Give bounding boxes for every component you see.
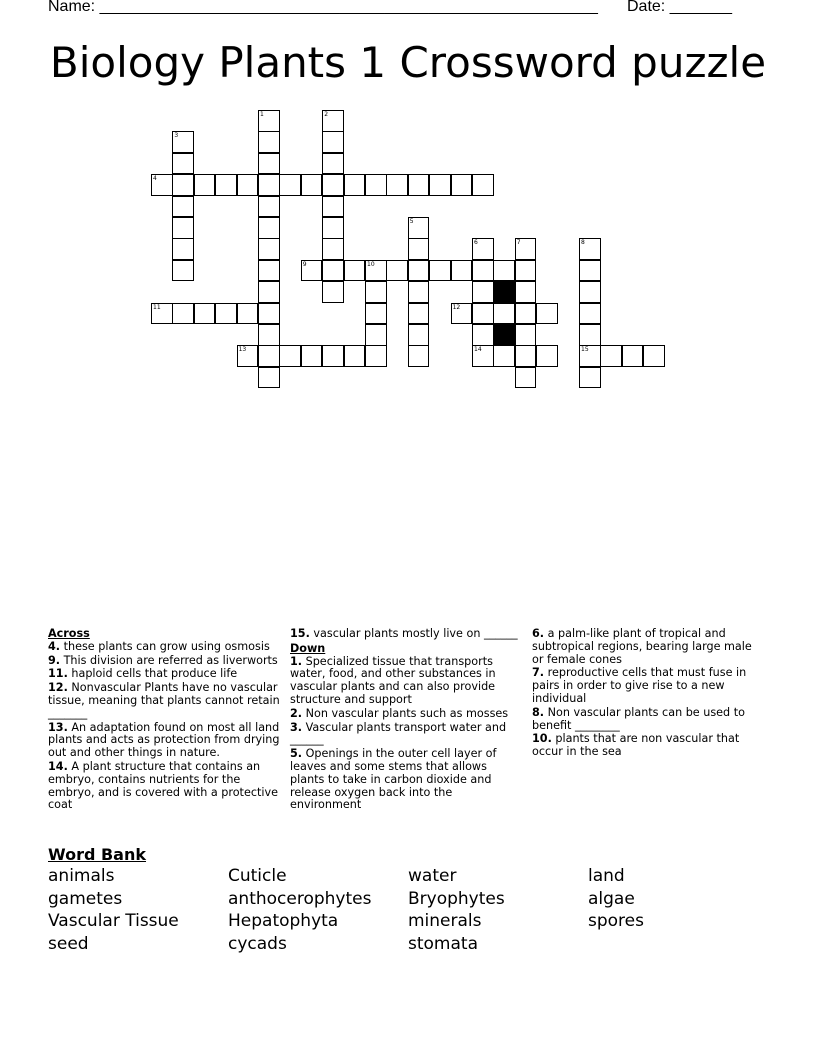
crossword-cell[interactable] [408, 260, 430, 282]
crossword-cell[interactable] [515, 367, 537, 389]
word-bank-word: Bryophytes [408, 888, 505, 909]
crossword-cell[interactable] [472, 281, 494, 303]
crossword-cell[interactable] [258, 367, 280, 389]
crossword-cell[interactable] [322, 345, 344, 367]
crossword-cell[interactable] [579, 345, 601, 367]
crossword-cell[interactable] [215, 303, 237, 325]
crossword-cell[interactable] [258, 238, 280, 260]
crossword-cell[interactable] [408, 238, 430, 260]
crossword-cell[interactable] [472, 238, 494, 260]
crossword-cell[interactable] [451, 174, 473, 196]
black-cell [493, 324, 515, 346]
crossword-cell[interactable] [237, 174, 259, 196]
clue-down-2: 2. Non vascular plants such as mosses [290, 706, 509, 720]
crossword-cell[interactable] [429, 174, 451, 196]
crossword-cell[interactable] [279, 345, 301, 367]
crossword-cell[interactable] [322, 217, 344, 239]
crossword-cell[interactable] [515, 324, 537, 346]
word-bank-word: Cuticle [228, 866, 287, 886]
crossword-cell[interactable] [322, 281, 344, 303]
clue-number: 1 [260, 111, 264, 118]
clue-down-3: 3. Vascular plants transport water and ______ [290, 720, 507, 747]
crossword-cell[interactable] [643, 345, 665, 367]
clue-number: 6 [474, 239, 478, 247]
across-heading: Across [48, 627, 90, 640]
clue-across-12: 12. Nonvascular Plants have no vascular tissue, meaning that plants cannot retain _______ [48, 681, 280, 720]
crossword-cell[interactable] [151, 174, 173, 196]
clue-number: 9 [302, 260, 307, 268]
page-title: Biology Plants 1 Crossword puzzle [49, 38, 767, 87]
crossword-cell[interactable] [493, 303, 515, 325]
crossword-cell[interactable] [579, 367, 601, 389]
crossword-cell[interactable] [451, 260, 473, 282]
crossword-cell[interactable] [365, 281, 387, 303]
crossword-cell[interactable] [322, 131, 344, 153]
crossword-cell[interactable] [172, 153, 194, 175]
clues-column-1 [48, 628, 280, 813]
crossword-cell[interactable] [579, 324, 601, 346]
crossword-cell[interactable] [536, 345, 558, 367]
crossword-cell[interactable] [322, 260, 344, 282]
crossword-cell[interactable] [237, 345, 259, 367]
clue-down-7: 7. reproductive cells that must fuse in pairs in order to give rise to a new individual [532, 666, 747, 705]
crossword-cell[interactable] [600, 345, 622, 367]
crossword-cell[interactable] [172, 196, 194, 218]
clue-across-11: 11. haploid cells that produce life [48, 667, 238, 681]
crossword-cell[interactable] [515, 345, 537, 367]
crossword-cell[interactable] [365, 303, 387, 325]
crossword-cell[interactable] [194, 174, 216, 196]
crossword-cell[interactable] [258, 281, 280, 303]
crossword-cell[interactable] [429, 260, 451, 282]
crossword-cell[interactable] [258, 303, 280, 325]
clue-number: 5 [409, 218, 414, 225]
crossword-cell[interactable] [408, 324, 430, 346]
crossword-cell[interactable] [301, 345, 323, 367]
crossword-cell[interactable] [258, 217, 280, 239]
crossword-cell[interactable] [365, 260, 387, 282]
crossword-cell[interactable] [172, 238, 194, 260]
crossword-cell[interactable] [515, 238, 537, 260]
word-bank-word: stomata [408, 934, 478, 955]
crossword-cell[interactable] [365, 174, 387, 196]
clue-down-10: 10. plants that are non vascular that occur in the sea [532, 732, 740, 759]
clues-column-3 [532, 628, 764, 760]
clue-number: 11 [153, 303, 161, 311]
crossword-cell[interactable] [301, 260, 323, 282]
crossword-cell[interactable] [301, 174, 323, 196]
crossword-cell[interactable] [172, 174, 194, 196]
clue-down-5: 5. Openings in the outer cell layer of leaves and some stems that allows plants to take in carbon dioxide and release oxygen back into the environment [290, 747, 497, 812]
clue-number: 15 [581, 346, 589, 354]
crossword-cell[interactable] [472, 260, 494, 282]
word-bank-word: spores [588, 911, 644, 932]
clue-number: 12 [452, 303, 461, 311]
crossword-cell[interactable] [408, 217, 430, 239]
crossword-cell[interactable] [258, 260, 280, 282]
clue-across-4: 4. these plants can grow using osmosis [48, 639, 270, 653]
crossword-cell[interactable] [472, 174, 494, 196]
crossword-cell[interactable] [258, 131, 280, 153]
clue-down-1: 1. Specialized tissue that transports water, food, and other substances in vascular plants and can also provide structure and support [290, 654, 496, 706]
crossword-cell[interactable] [258, 153, 280, 175]
crossword-cell[interactable] [365, 345, 387, 367]
crossword-cell[interactable] [322, 110, 344, 132]
crossword-cell[interactable] [279, 174, 301, 196]
clue-across-9: 9. This division are referred as liverworts [48, 653, 278, 667]
crossword-cell[interactable] [172, 131, 194, 153]
crossword-cell[interactable] [579, 238, 601, 260]
crossword-cell[interactable] [386, 260, 408, 282]
black-cell [493, 281, 515, 303]
crossword-cell[interactable] [237, 303, 259, 325]
clue-number: 14 [474, 346, 482, 354]
word-bank-word: land [588, 866, 625, 886]
crossword-cell[interactable] [151, 303, 173, 325]
crossword-cell[interactable] [344, 345, 366, 367]
crossword-cell[interactable] [258, 196, 280, 218]
crossword-cell[interactable] [579, 281, 601, 303]
crossword-cell[interactable] [322, 174, 344, 196]
clue-down-6: 6. a palm-like plant of tropical and subtropical regions, bearing large male or female cones [532, 627, 752, 666]
word-bank-word: Vascular Tissue [48, 911, 179, 932]
crossword-cell[interactable] [365, 324, 387, 346]
date-field-label: Date: _______ [627, 0, 732, 15]
crossword-cell[interactable] [408, 303, 430, 325]
crossword-cell[interactable] [344, 174, 366, 196]
word-bank-word: Hepatophyta [228, 911, 339, 932]
crossword-cell[interactable] [515, 260, 537, 282]
name-field-label: Name: ________________________________________________________ [48, 0, 598, 15]
crossword-cell[interactable] [215, 174, 237, 196]
crossword-cell[interactable] [258, 324, 280, 346]
clue-number: 10 [367, 260, 375, 268]
crossword-cell[interactable] [515, 303, 537, 325]
crossword-cell[interactable] [493, 260, 515, 282]
crossword-cell[interactable] [472, 345, 494, 367]
crossword-cell[interactable] [408, 281, 430, 303]
word-bank-word: gametes [48, 888, 123, 909]
crossword-cell[interactable] [408, 345, 430, 367]
clue-down-8: 8. Non vascular plants can be used to benefit ________ [532, 705, 745, 732]
clue-number: 13 [238, 346, 247, 354]
crossword-cell[interactable] [258, 345, 280, 367]
crossword-cell[interactable] [408, 174, 430, 196]
crossword-cell[interactable] [322, 153, 344, 175]
crossword-cell[interactable] [451, 303, 473, 325]
crossword-cell[interactable] [258, 110, 280, 132]
word-bank-word: cycads [228, 934, 287, 955]
clue-across-13: 13. An adaptation found on most all land plants and acts as protection from drying out and other things in nature. [48, 720, 280, 760]
word-bank-title: Word Bank [48, 845, 147, 864]
clue-number: 2 [324, 111, 329, 118]
clue-across-15: 15. vascular plants mostly live on ______ [290, 627, 518, 640]
clue-number: 3 [174, 132, 179, 140]
down-heading: Down [290, 641, 326, 655]
crossword-cell[interactable] [172, 260, 194, 282]
crossword-grid [0, 0, 816, 420]
word-bank-word: seed [48, 934, 89, 955]
crossword-cell[interactable] [172, 217, 194, 239]
crossword-cell[interactable] [579, 303, 601, 325]
word-bank-word: algae [588, 888, 635, 909]
crossword-cell[interactable] [622, 345, 644, 367]
crossword-cell[interactable] [579, 260, 601, 282]
crossword-cell[interactable] [258, 174, 280, 196]
crossword-cell[interactable] [386, 174, 408, 196]
word-bank-word: anthocerophytes [228, 888, 372, 909]
clue-number: 4 [153, 175, 157, 183]
clue-number: 7 [516, 239, 521, 247]
crossword-cell[interactable] [472, 303, 494, 325]
crossword-cell[interactable] [515, 281, 537, 303]
crossword-cell[interactable] [536, 303, 558, 325]
crossword-cell[interactable] [322, 238, 344, 260]
crossword-cell[interactable] [194, 303, 216, 325]
crossword-cell[interactable] [322, 196, 344, 218]
word-bank-word: minerals [408, 911, 482, 932]
crossword-cell[interactable] [172, 303, 194, 325]
crossword-cell[interactable] [493, 345, 515, 367]
clue-number: 8 [581, 239, 585, 247]
word-bank-word: animals [48, 866, 115, 886]
crossword-cell[interactable] [344, 260, 366, 282]
crossword-cell[interactable] [472, 324, 494, 346]
clue-across-14: 14. A plant structure that contains an embryo, contains nutrients for the embryo, and is covered with a protective coat [48, 759, 278, 812]
clues-column-2 [290, 628, 522, 813]
word-bank-word: water [408, 866, 457, 886]
